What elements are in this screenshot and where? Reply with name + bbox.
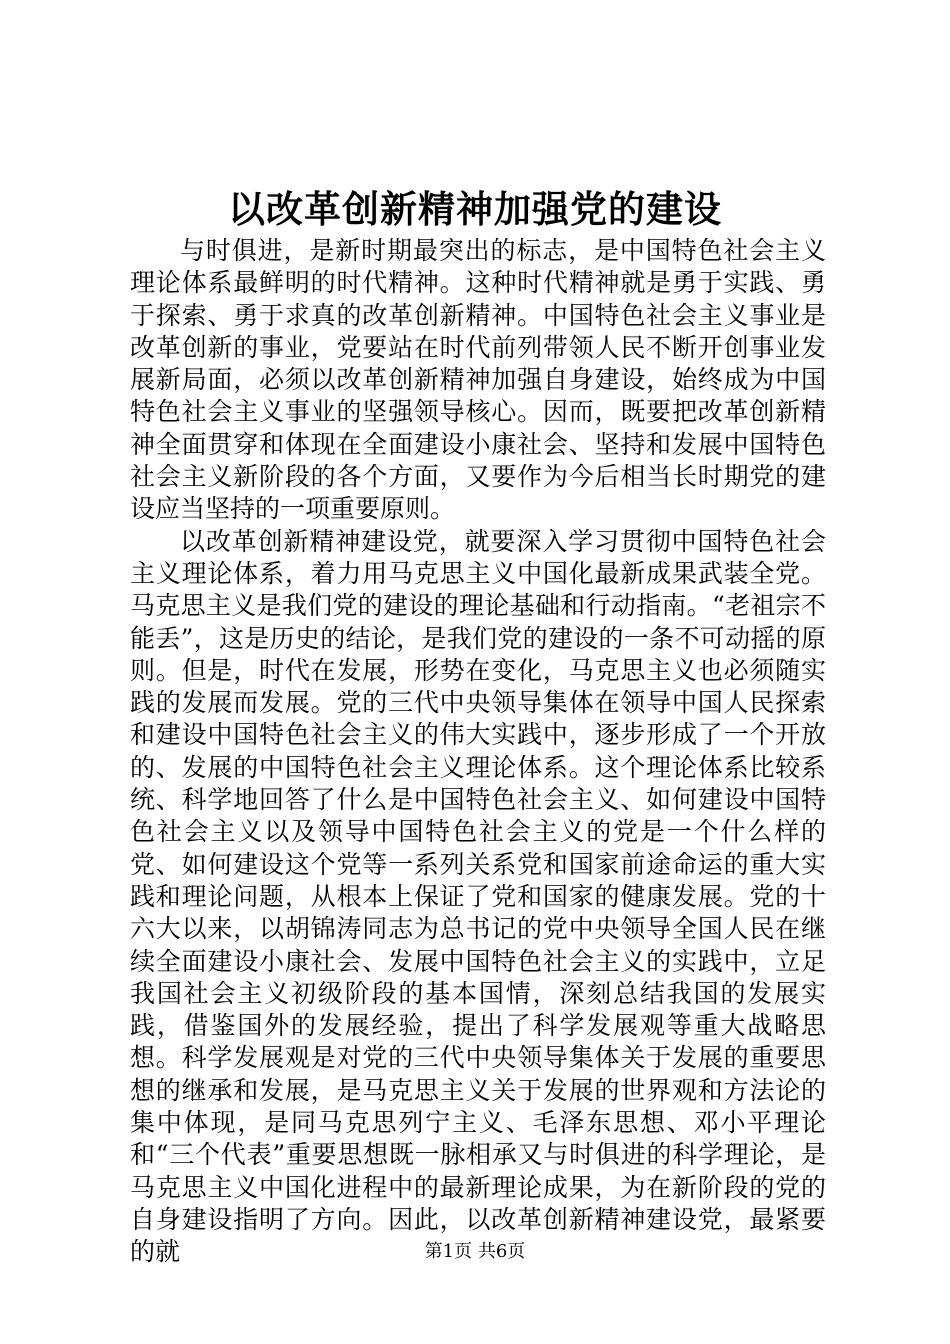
paragraph: 与时俱进，是新时期最突出的标志，是中国特色社会主义理论体系最鲜明的时代精神。这种时代精神就是勇于实践、勇于探索、勇于求真的改革创新精神。中国特色社会主义事业是改革创新的事业，党要站在时代前列带领人民不断开创事业发展新局面，必须以改革创新精神加强自身建设，始终成为中国特色社会主义事业的坚强领导核心。因而，既要把改革创新精神全面贯穿和体现在全面建设小康社会、坚持和发展中国特色社会主义新阶段的各个方面，又要作为今后相当长时期党的建设应当坚持的一项重要原则。 (130, 236, 826, 524)
document-body (130, 235, 826, 1269)
document-title: 以改革创新精神加强党的建设 (228, 187, 722, 231)
page-number-footer: 第1页 共6页 (424, 1241, 526, 1262)
paragraph: 以改革创新精神建设党，就要深入学习贯彻中国特色社会主义理论体系，着力用马克思主义中国化最新成果武装全党。马克思主义是我们党的建设的理论基础和行动指南。“老祖宗不能丢”，这是历史的结论，是我们党的建设的一条不可动摇的原则。但是，时代在发展，形势在变化，马克思主义也必须随实践的发展而发展。党的三代中央领导集体在领导中国人民探索和建设中国特色社会主义的伟大实践中，逐步形成了一个开放的、发展的中国特色社会主义理论体系。这个理论体系比较系统、科学地回答了什么是中国特色社会主义、如何建设中国特色社会主义以及领导中国特色社会主义的党是一个什么样的党、如何建设这个党等一系列关系党和国家前途命运的重大实践和理论问题，从根本上保证了党和国家的健康发展。党的十六大以来，以胡锦涛同志为总书记的党中央领导全国人民在继续全面建设小康社会、发展中国特色社会主义的实践中，立足我国社会主义初级阶段的基本国情，深刻总结我国的发展实践，借鉴国外的发展经验，提出了科学发展观等重大战略思想。科学发展观是对党的三代中央领导集体关于发展的重要思想的继承和发展，是马克思主义关于发展的世界观和方法论的集中体现，是同马克思列宁主义、毛泽东思想、邓小平理论和“三个代表”重要思想既一脉相承又与时俱进的科学理论，是马克思主义中国化进程中的最新理论成果，为在新阶段的党的自身建设指明了方向。因此，以改革创新精神建设党，最紧要的就 (130, 526, 826, 1267)
